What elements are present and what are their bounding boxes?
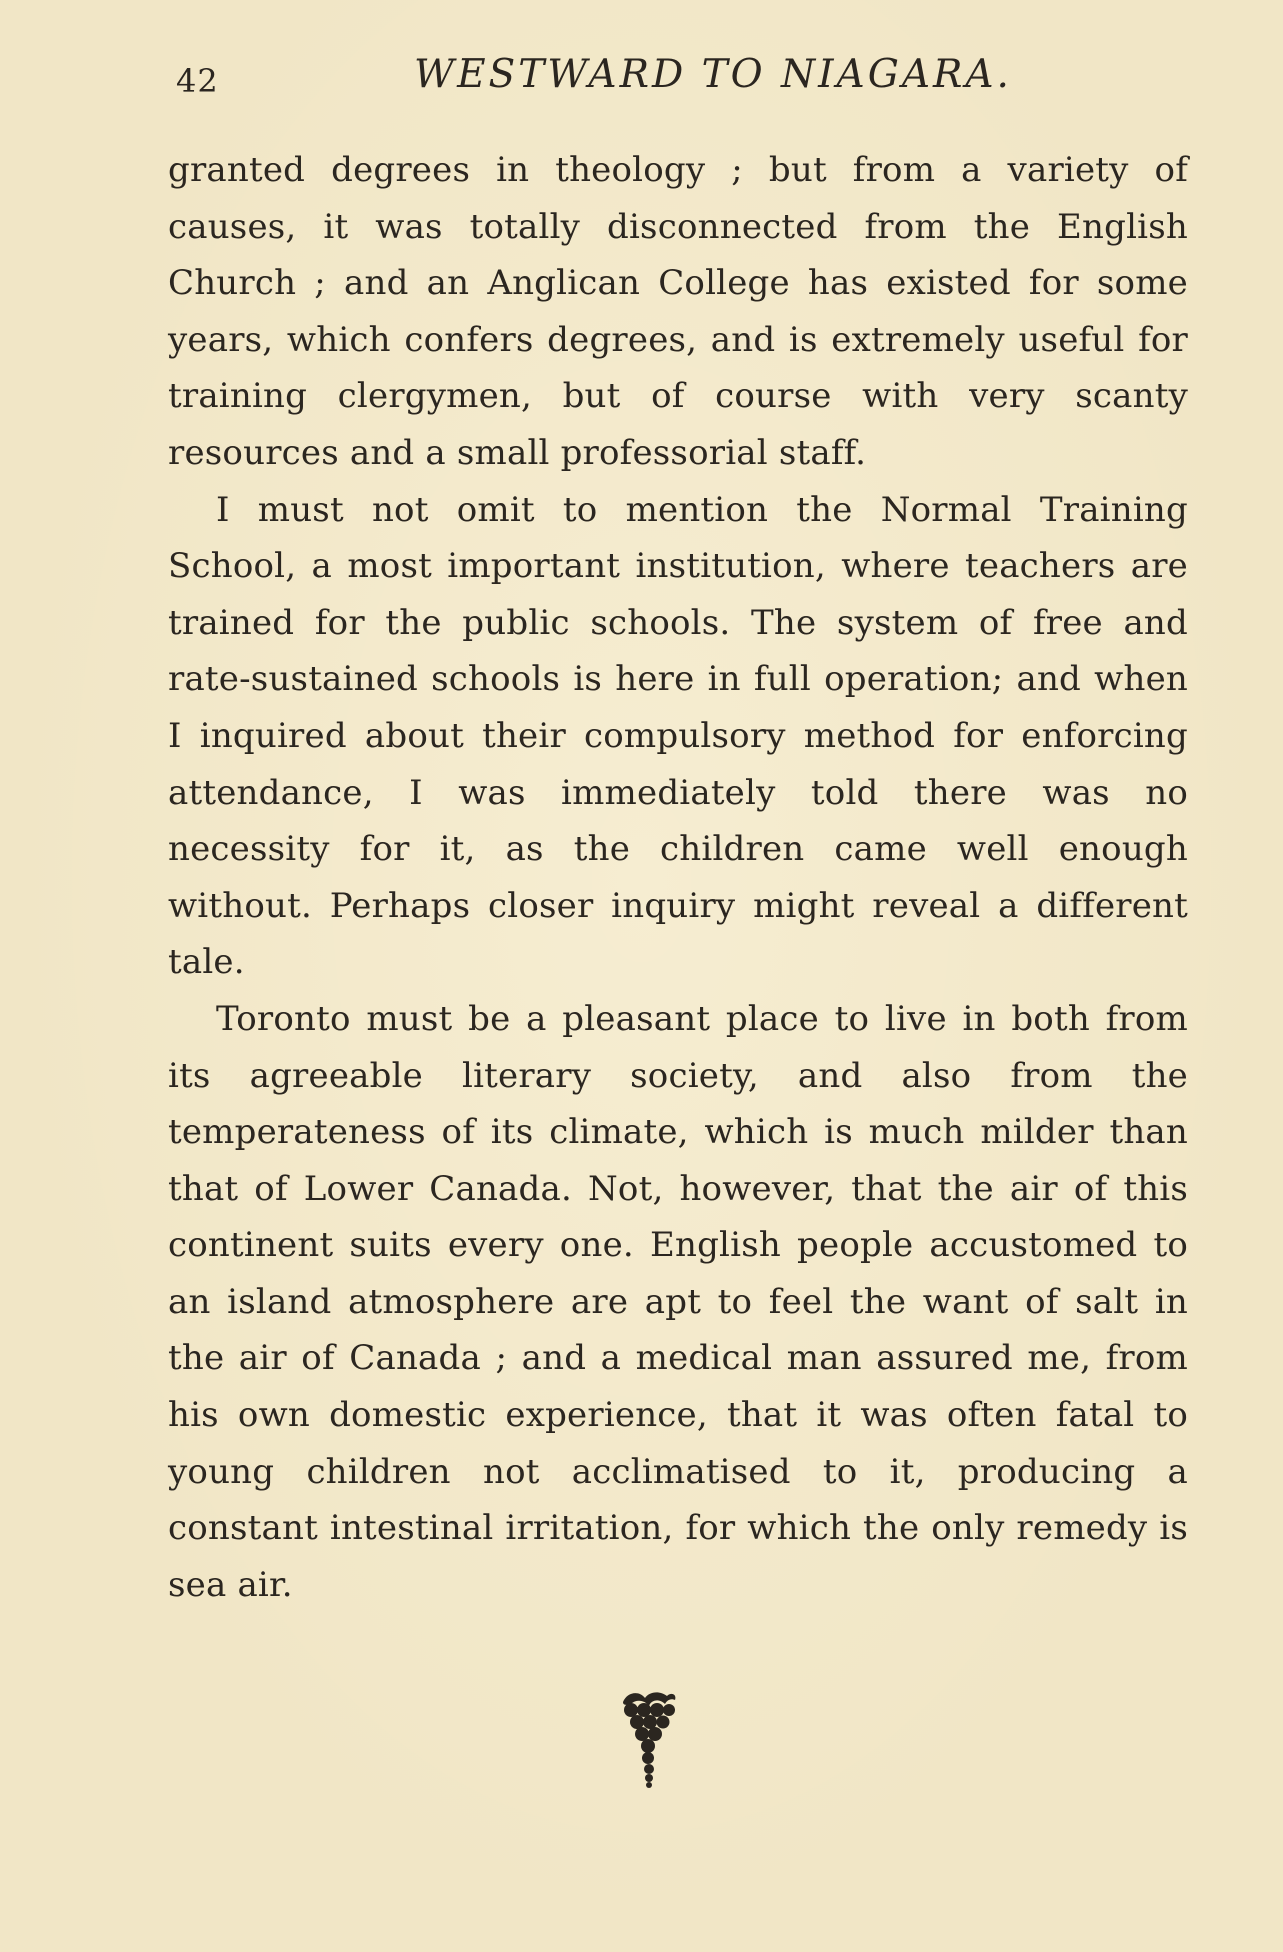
grape-cluster-tailpiece-icon: [617, 1688, 681, 1798]
paragraph-toronto-climate: Toronto must be a pleasant place to live in both from its agreeable literary society, and also from the temperateness of its climate, which is much milder than that of Lower Canada. Not, however, that the air of this continent suits every one. English people accustomed to an island atmosphere are apt to feel the want of salt in the air of Canada ; and a medical man assured me, from his own domestic experience, that it was often fatal to young children not acclimatised to it, producing a constant intestinal irritation, for which the only remedy is sea air.: [168, 998, 1188, 1605]
page-header: [168, 52, 1178, 98]
running-title: WESTWARD TO NIAGARA.: [414, 52, 1012, 97]
body-text: [168, 142, 1188, 1613]
paragraph-continued: granted degrees in theology ; but from a variety of causes, it was totally disconnected from the English Church ; and an Anglican College has existed for some years, which confers degrees, and is extremely useful for training clergymen, but of course with very scanty resources and a small professorial staff.: [168, 150, 1188, 473]
page-number: 42: [176, 62, 219, 100]
paragraph-normal-school: I must not omit to mention the Normal Training School, a most important institution, where teachers are trained for the public schools. The system of free and rate-sustained schools is here in full operation; and when I inquired about their compulsory method for enforcing attendance, I was immediately told there was no necessity for it, as the children came well enough without. Perhaps closer inquiry might reveal a different tale.: [168, 489, 1188, 983]
